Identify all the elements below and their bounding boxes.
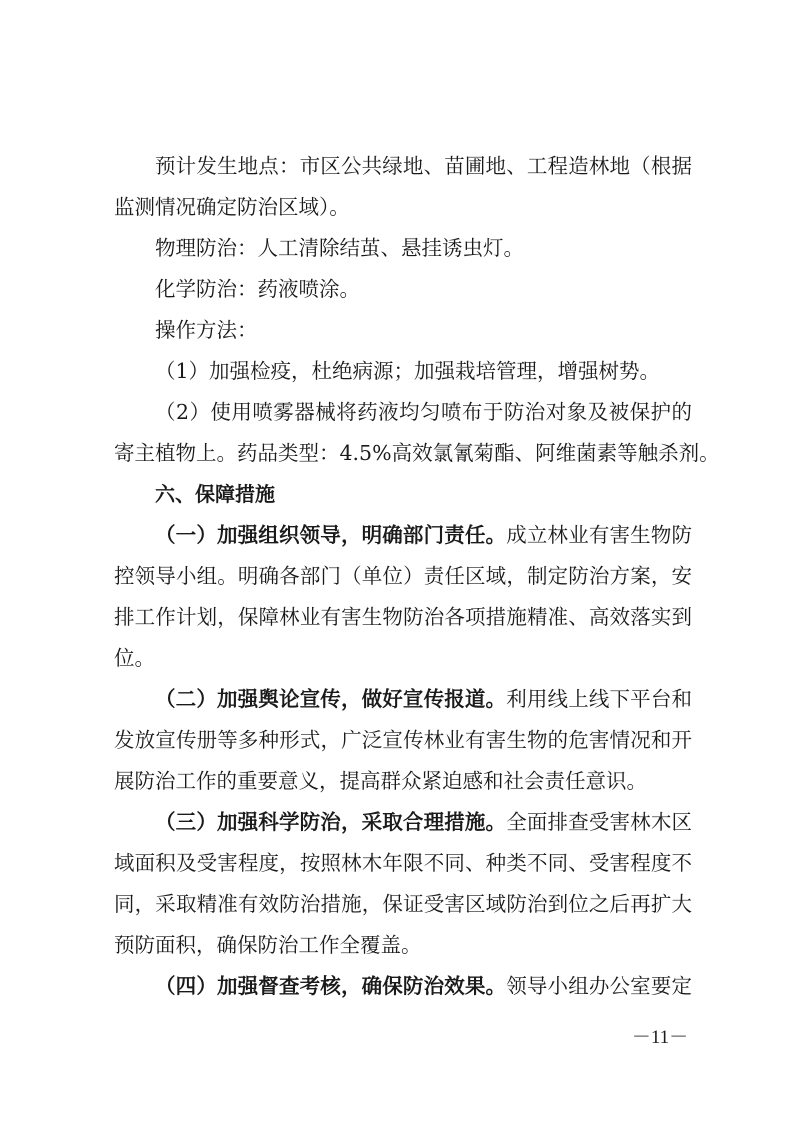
paragraph-heading: （二）加强舆论宣传，做好宣传报道。 [155, 687, 507, 711]
text-line: 同，采取精准有效防治措施，保证受害区域防治到位之后再扩大 [114, 892, 692, 916]
text-line: 位。 [114, 646, 155, 670]
paragraph-first-line [155, 812, 692, 833]
text-line: 预防面积，确保防治工作全覆盖。 [114, 933, 422, 957]
text-line: （1）加强检疫，杜绝病源；加强栽培管理，增强树势。 [155, 359, 661, 383]
paragraph-first-line [155, 689, 692, 710]
paragraph-text: 全面排查受害林木区 [506, 810, 692, 834]
text-line: 物理防治：人工清除结茧、悬挂诱虫灯。 [155, 236, 524, 260]
text-line: （2）使用喷雾器械将药液均匀喷布于防治对象及被保护的 [155, 400, 692, 424]
text-line: 监测情况确定防治区域）。 [114, 195, 350, 219]
text-line: 域面积及受害程度，按照林木年限不同、种类不同、受害程度不 [114, 851, 692, 875]
paragraph-first-line [155, 525, 692, 546]
paragraph-text: 利用线上线下平台和 [506, 687, 692, 711]
paragraph-heading: （四）加强督查考核，确保防治效果。 [155, 974, 507, 998]
text-line: 展防治工作的重要意义，提高群众紧迫感和社会责任意识。 [114, 769, 647, 793]
paragraph-first-line [155, 976, 692, 997]
text-line: 控领导小组。明确各部门（单位）责任区域，制定防治方案，安 [114, 564, 692, 588]
paragraph-heading: （三）加强科学防治，采取合理措施。 [155, 810, 507, 834]
text-line: 预计发生地点：市区公共绿地、苗圃地、工程造林地（根据 [155, 154, 692, 178]
paragraph-heading: （一）加强组织领导，明确部门责任。 [155, 523, 507, 547]
text-line: 寄主植物上。药品类型：4.5%高效氯氰菊酯、阿维菌素等触杀剂。 [114, 441, 720, 465]
paragraph-text: 领导小组办公室要定 [506, 974, 692, 998]
section-heading: 六、保障措施 [155, 482, 275, 506]
text-line: 发放宣传册等多种形式，广泛宣传林业有害生物的危害情况和开 [114, 728, 692, 752]
text-line: 操作方法： [155, 318, 258, 342]
paragraph-text: 成立林业有害生物防 [506, 523, 692, 547]
page-number: －11－ [631, 1027, 689, 1048]
text-line: 化学防治：药液喷涂。 [155, 277, 360, 301]
text-line: 排工作计划，保障林业有害生物防治各项措施精准、高效落实到 [114, 605, 692, 629]
